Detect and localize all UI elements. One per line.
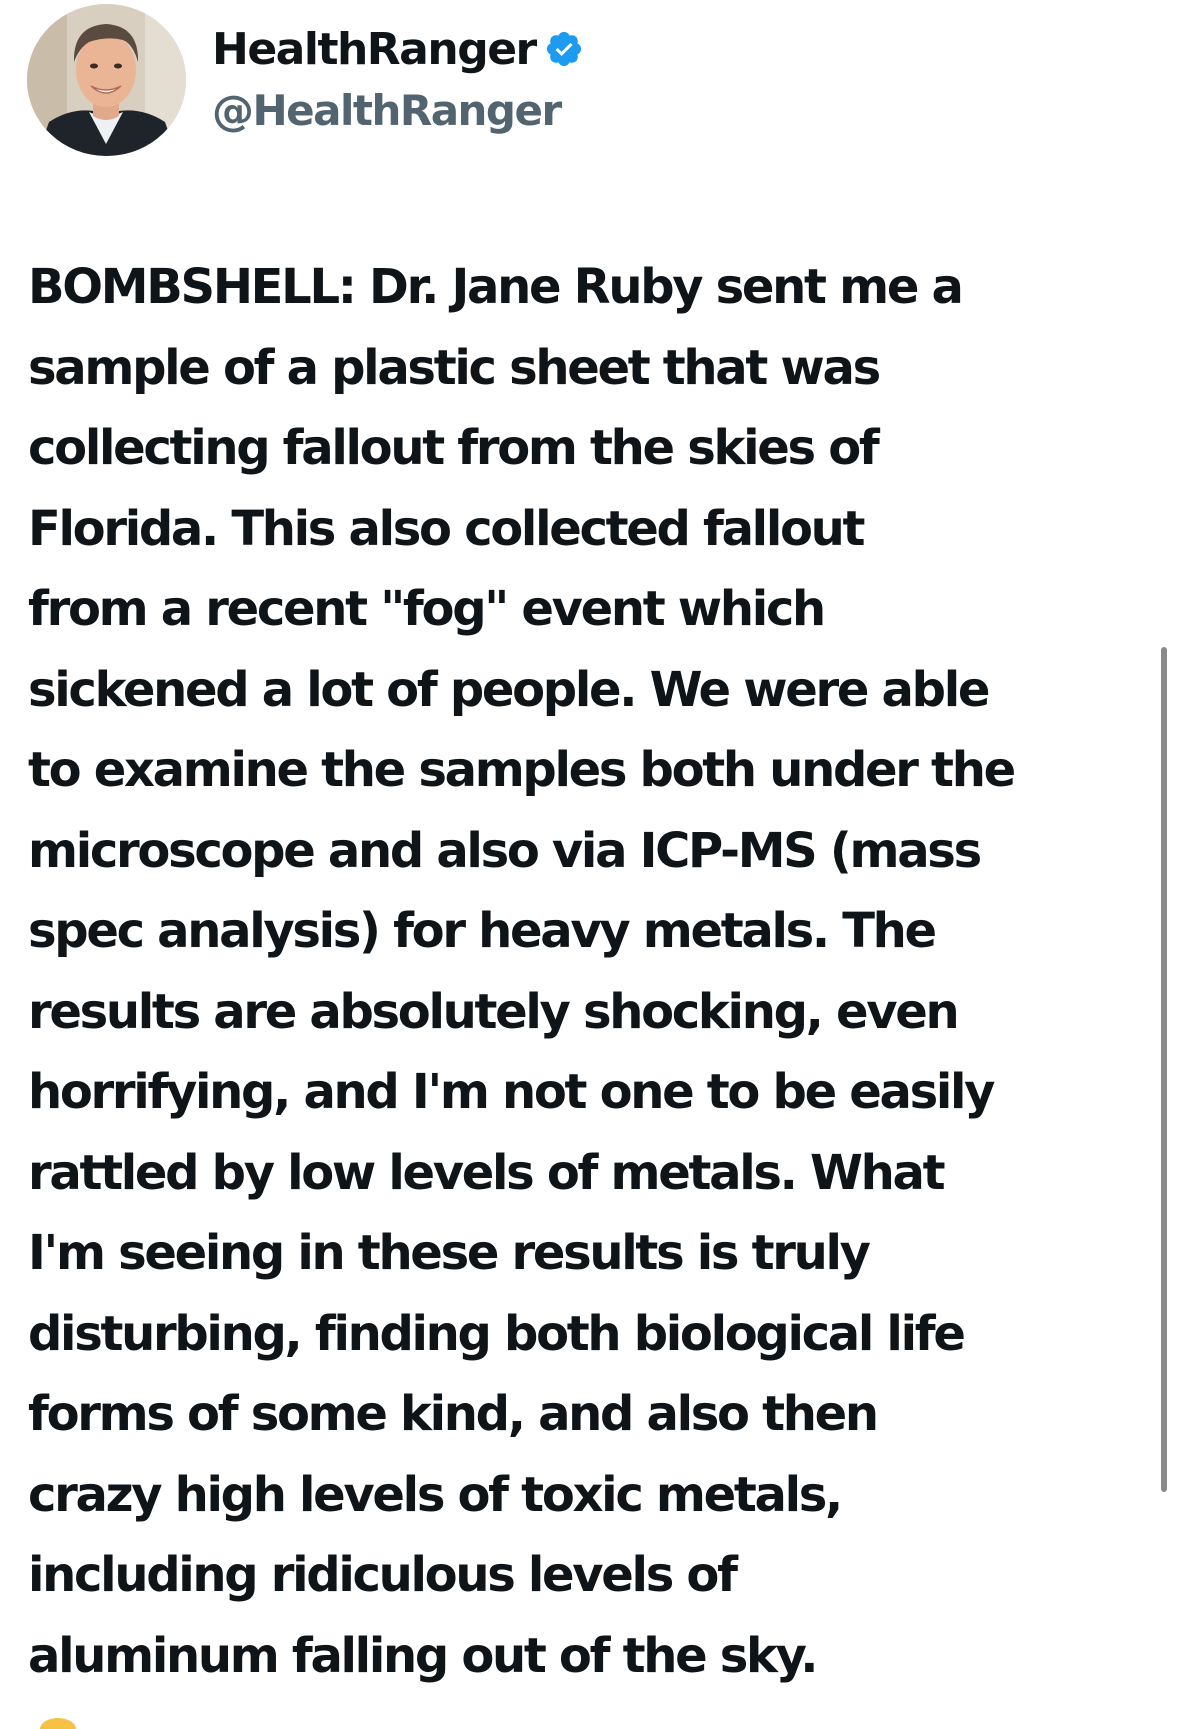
author-handle[interactable]: @HealthRanger — [212, 86, 561, 135]
tweet-text-line: collecting fallout from the skies of — [28, 420, 878, 476]
emoji-icon — [40, 1718, 76, 1729]
avatar[interactable] — [27, 4, 186, 156]
tweet-text-line: to examine the samples both under the — [28, 742, 1014, 798]
verified-badge-icon[interactable] — [544, 29, 584, 69]
scrollbar[interactable] — [1161, 647, 1167, 1492]
tweet-text-line: from a recent "fog" event which — [28, 581, 824, 637]
tweet-text-line: spec analysis) for heavy metals. The — [28, 903, 935, 959]
tweet-text — [28, 247, 1158, 1696]
tweet-text-line: disturbing, finding both biological life — [28, 1305, 964, 1362]
tweet-text-line: horrifying, and I'm not one to be easily — [28, 1064, 994, 1120]
tweet-text-line: I'm seeing in these results is truly — [28, 1225, 869, 1281]
display-name[interactable]: HealthRanger — [212, 23, 536, 75]
tweet-text-line: including ridiculous levels of — [28, 1547, 736, 1603]
tweet-text-line: microscope and also via ICP-MS (mass — [28, 822, 980, 879]
tweet-text-line: forms of some kind, and also then — [28, 1386, 877, 1442]
profile-photo-icon — [27, 4, 186, 156]
tweet-text-line: results are absolutely shocking, even — [28, 983, 958, 1040]
tweet-text-line: BOMBSHELL: Dr. Jane Ruby sent me a — [28, 259, 962, 315]
tweet-text-line: Florida. This also collected fallout — [28, 500, 864, 557]
tweet-text-line: sickened a lot of people. We were able — [28, 661, 989, 718]
tweet-text-line: rattled by low levels of metals. What — [28, 1144, 944, 1201]
tweet-text-line: crazy high levels of toxic metals, — [28, 1466, 841, 1523]
tweet-text-line: aluminum falling out of the sky. — [28, 1627, 817, 1684]
author-name-row — [212, 16, 584, 82]
tweet-text-line: sample of a plastic sheet that was — [28, 339, 879, 396]
